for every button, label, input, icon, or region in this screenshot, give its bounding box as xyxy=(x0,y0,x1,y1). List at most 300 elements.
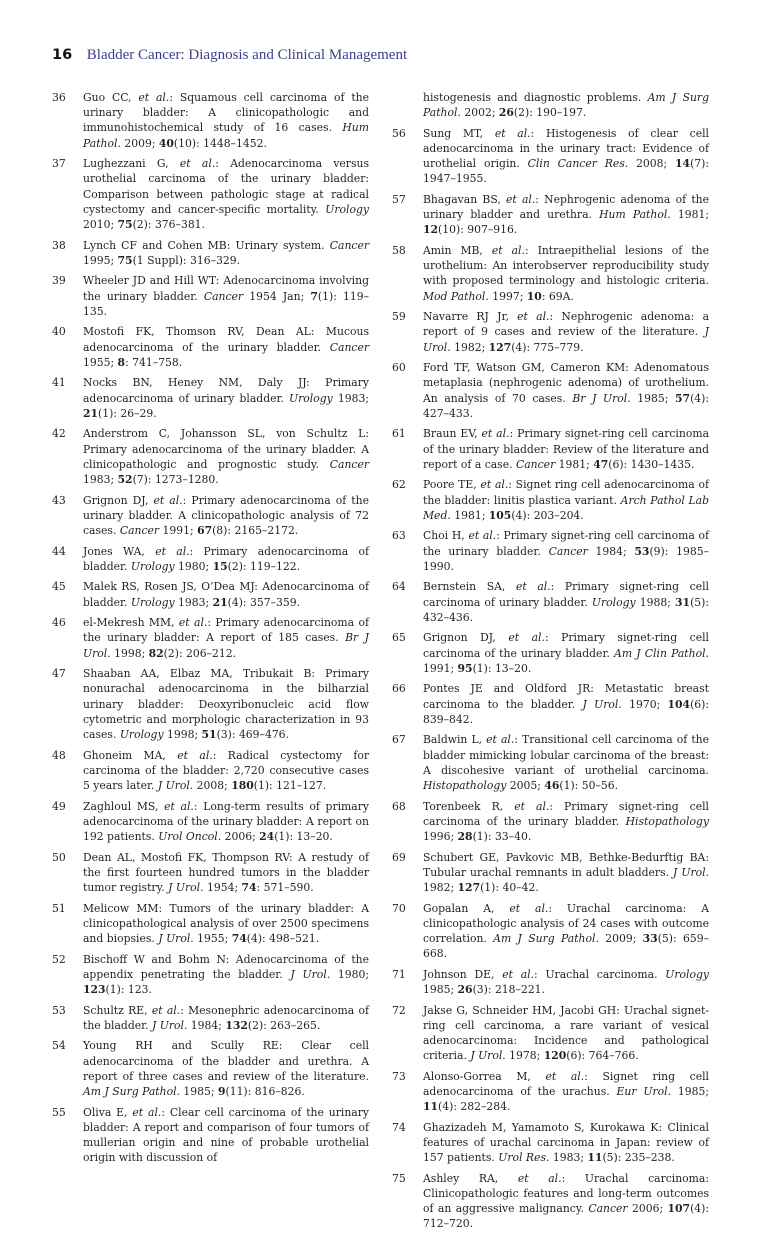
citation-text: (6): 839–842. xyxy=(423,697,710,726)
citation-text: Baldwin L, xyxy=(423,733,487,747)
citation-text: 1998; xyxy=(163,728,202,742)
journal-or-etal: J Urol. xyxy=(582,697,622,711)
citation-text: Johnson DE, xyxy=(423,967,503,981)
reference-number: 72 xyxy=(392,1003,406,1017)
volume-number: 12 xyxy=(423,223,439,237)
reference-item xyxy=(52,156,369,232)
citation-text: Pontes JE and Oldford JR: Metastatic breast carcinoma to the bladder. xyxy=(423,682,709,711)
citation-text: (5): 432–436. xyxy=(423,595,709,624)
citation-text: Melicow MM: Tumors of the urinary bladder: A clinicopathological analysis of over 2500 specimens and biopsies. xyxy=(83,901,369,946)
citation-text: Nocks BN, Heney NM, Daly JJ: Primary adenocarcinoma of urinary bladder. xyxy=(83,376,369,405)
reference-number: 65 xyxy=(392,631,406,645)
reference-item xyxy=(392,1003,709,1064)
journal-or-etal: Hum Pathol. xyxy=(83,121,369,150)
journal-or-etal: et al. xyxy=(508,631,545,645)
reference-number: 52 xyxy=(52,952,66,966)
reference-item xyxy=(52,238,369,268)
reference-number: 54 xyxy=(52,1039,66,1053)
journal-or-etal: Urology xyxy=(325,202,369,216)
citation-text: 1985; xyxy=(630,391,676,405)
citation-text: (6): 764–766. xyxy=(566,1049,639,1063)
citation-text: 1978; xyxy=(505,1049,544,1063)
citation-text: 2002; xyxy=(460,106,499,120)
reference-number: 38 xyxy=(52,238,66,252)
reference-number: 60 xyxy=(392,361,406,375)
citation-text: (9): 1985–1990. xyxy=(423,544,710,573)
citation-text: 2010; xyxy=(83,218,118,232)
citation-text: : Primary signet-ring cell carcinoma of the urinary bladder. xyxy=(423,529,710,558)
citation-text: : Adenocarcinoma versus urothelial carcinoma of the urinary bladder: Comparison between pathologic stage at radical cystectomy and cancer-specific mortality. xyxy=(83,157,370,216)
journal-or-etal: et al. xyxy=(517,1171,562,1185)
reference-number: 61 xyxy=(392,427,406,441)
reference-number: 56 xyxy=(392,126,406,140)
journal-or-etal: et al. xyxy=(480,478,509,492)
reference-number: 58 xyxy=(392,244,406,257)
volume-number: 11 xyxy=(587,1151,603,1165)
journal-or-etal: et al. xyxy=(153,493,183,507)
citation-text: histogenesis and diagnostic problems. xyxy=(423,91,648,104)
reference-item xyxy=(392,850,709,896)
journal-or-etal: Am J Clin Pathol. xyxy=(614,646,709,660)
citation-text: (10): 1448–1452. xyxy=(173,136,267,150)
volume-number: 15 xyxy=(212,559,228,573)
reference-item xyxy=(392,309,709,355)
reference-number: 69 xyxy=(392,850,406,864)
citation-text: (3): 218–221. xyxy=(472,983,545,997)
reference-item xyxy=(392,732,709,793)
reference-number: 36 xyxy=(52,91,66,104)
volume-number: 105 xyxy=(488,508,512,522)
citation-text: Guo CC, xyxy=(83,91,139,104)
journal-or-etal: Cancer xyxy=(548,544,588,558)
reference-item xyxy=(52,666,369,742)
reference-item xyxy=(392,967,709,997)
citation-text: (4): 282–284. xyxy=(438,1100,511,1114)
citation-text: Grignon DJ, xyxy=(423,631,509,645)
reference-item xyxy=(392,192,709,238)
journal-or-etal: Br J Urol. xyxy=(572,391,631,405)
citation-text: (2): 376–381. xyxy=(132,218,205,232)
citation-text: : Nephrogenic adenoma: a report of 9 cases and review of the literature. xyxy=(423,310,710,339)
journal-or-etal: Histopathology xyxy=(625,814,709,828)
citation-text: (2): 190–197. xyxy=(513,106,587,120)
citation-text: Young RH and Scully RE: Clear cell adenocarcinoma of the bladder and urethra. A report of three cases and review of the literature. xyxy=(83,1039,369,1083)
reference-number: 68 xyxy=(392,799,406,813)
citation-text: Grignon DJ, xyxy=(83,493,154,507)
reference-item xyxy=(52,579,369,609)
journal-or-etal: Am J Surg Pathol. xyxy=(493,932,599,946)
reference-item xyxy=(392,528,709,574)
citation-text: (2): 119–122. xyxy=(227,559,301,573)
citation-text: 1988; xyxy=(635,595,676,609)
reference-item xyxy=(392,901,709,962)
journal-or-etal: et al. xyxy=(151,1003,181,1017)
journal-or-etal: et al. xyxy=(155,544,190,558)
reference-item xyxy=(52,90,369,151)
volume-number: 127 xyxy=(457,881,481,895)
journal-or-etal: et al. xyxy=(179,157,216,171)
journal-or-etal: Urol Res. xyxy=(498,1151,550,1165)
citation-text: : Primary adenocarcinoma of the urinary bladder: A report of 185 cases. xyxy=(83,616,370,645)
citation-text: : 741–758. xyxy=(125,355,183,369)
volume-number: 127 xyxy=(488,340,512,354)
reference-number: 40 xyxy=(52,325,66,339)
journal-or-etal: Arch Pathol Lab Med. xyxy=(423,493,710,522)
journal-or-etal: Eur Urol. xyxy=(616,1085,672,1099)
reference-number: 37 xyxy=(52,157,66,171)
reference-number: 74 xyxy=(392,1120,406,1134)
citation-text: (2): 206–212. xyxy=(163,646,237,660)
reference-item xyxy=(392,243,709,304)
reference-number: 44 xyxy=(52,544,66,558)
citation-text: (1): 26–29. xyxy=(98,406,157,420)
reference-item xyxy=(52,901,369,947)
citation-text: (1): 13–20. xyxy=(472,661,532,675)
citation-text: (4): 427–433. xyxy=(423,391,710,420)
reference-item xyxy=(392,1171,709,1232)
journal-or-etal: J Urol. xyxy=(157,779,194,793)
citation-text: Schultz RE, xyxy=(83,1003,152,1017)
citation-text: (1): 123. xyxy=(105,983,152,997)
reference-item xyxy=(52,799,369,845)
citation-text: 1970; xyxy=(621,697,668,711)
citation-text: Anderstrom C, Johansson SL, von Schultz L: Primary adenocarcinoma of the urinary bladder. A clinicopathologic and prognostic study. xyxy=(83,427,369,471)
citation-text: 1984; xyxy=(587,544,635,558)
reference-number: 46 xyxy=(52,616,66,630)
citation-text: Lynch CF and Cohen MB: Urinary system. xyxy=(83,238,330,252)
citation-text: 1997; xyxy=(488,289,527,303)
journal-or-etal: Hum Pathol. xyxy=(599,208,671,222)
reference-number: 39 xyxy=(52,274,66,288)
citation-text: 1983; xyxy=(332,391,369,405)
citation-text: Amin MB, xyxy=(423,244,492,257)
journal-or-etal: Cancer xyxy=(515,457,556,471)
citation-text: Ford TF, Watson GM, Cameron KM: Adenomatous metaplasia (nephrogenic adenoma) of urothelium. An analysis of 70 cases. xyxy=(423,361,709,405)
reference-item xyxy=(392,681,709,727)
citation-text: (1): 50–56. xyxy=(559,779,619,793)
journal-or-etal: et al. xyxy=(138,91,170,104)
citation-text: (4): 498–521. xyxy=(246,932,320,946)
citation-text: (1): 13–20. xyxy=(274,830,333,844)
citation-text: : Urachal carcinoma: Clinicopathologic features and long-term outcomes of an aggressive malignancy. xyxy=(423,1171,709,1216)
citation-text: (2): 263–265. xyxy=(247,1018,321,1032)
reference-number: 41 xyxy=(52,376,66,390)
reference-item xyxy=(392,426,709,472)
reference-number: 63 xyxy=(392,529,406,543)
reference-item xyxy=(52,1003,369,1033)
journal-or-etal: et al. xyxy=(494,126,531,140)
citation-text: : Urachal carcinoma. xyxy=(534,967,666,981)
journal-or-etal: J Urol. xyxy=(673,865,709,879)
journal-or-etal: Am J Surg Pathol. xyxy=(83,1085,180,1099)
volume-number: 74 xyxy=(231,932,247,946)
citation-text: 1991; xyxy=(423,661,458,675)
citation-text: : Primary signet-ring cell carcinoma of the urinary bladder. xyxy=(423,799,710,828)
journal-or-etal: Cancer xyxy=(119,524,160,538)
citation-text: 1954; xyxy=(203,881,242,895)
journal-or-etal: Urology xyxy=(130,559,175,573)
volume-number: 107 xyxy=(667,1202,691,1216)
volume-number: 28 xyxy=(457,830,473,844)
reference-number: 42 xyxy=(52,427,66,441)
citation-text: : Primary signet-ring cell carcinoma of urinary bladder. xyxy=(423,580,710,609)
citation-text: Dean AL, Mostofi FK, Thompson RV: A restudy of the first fourteen hundred tumors in the bladder tumor registry. xyxy=(83,850,369,895)
citation-text: Sung MT, xyxy=(423,126,495,140)
journal-or-etal: et al. xyxy=(178,616,208,630)
citation-text: : 571–590. xyxy=(256,881,314,895)
reference-number: 43 xyxy=(52,493,66,507)
journal-or-etal: Clin Cancer Res. xyxy=(527,157,629,171)
citation-text: : Primary signet-ring cell carcinoma of the urinary bladder: Review of the literature and report of a case. xyxy=(423,427,710,471)
volume-number: 104 xyxy=(667,697,691,711)
reference-item xyxy=(52,273,369,319)
journal-or-etal: Urology xyxy=(665,967,709,981)
volume-number: 95 xyxy=(457,661,473,675)
citation-text: 2009; xyxy=(120,136,159,150)
reference-item xyxy=(392,799,709,845)
citation-text: 1980; xyxy=(330,967,370,981)
citation-text: : Histogenesis of clear cell adenocarcinoma in the urinary tract: Evidence of urothelial origin. xyxy=(423,126,710,171)
journal-or-etal: et al. xyxy=(509,901,549,915)
citation-text: 1954 Jan; xyxy=(243,289,311,303)
journal-or-etal: Cancer xyxy=(329,457,369,471)
citation-text: Ghoneim MA, xyxy=(83,748,178,762)
references-right-column xyxy=(392,90,709,1237)
citation-text: (6): 1430–1435. xyxy=(608,457,695,471)
journal-or-etal: J Urol. xyxy=(158,932,194,946)
volume-number: 31 xyxy=(675,595,691,609)
reference-number: 64 xyxy=(392,580,406,594)
citation-text: Jakse G, Schneider HM, Jacobi GH: Urachal signet-ring cell carcinoma, a rare variant of vesical adenocarcinoma: Incidence and pathological criteria. xyxy=(423,1003,709,1063)
citation-text: : Primary adenocarcinoma of bladder. xyxy=(83,544,370,573)
volume-number: 9 xyxy=(217,1085,226,1099)
reference-item xyxy=(392,579,709,625)
volume-number: 52 xyxy=(117,473,133,487)
journal-or-etal: J Urol. xyxy=(290,967,331,981)
citation-text: 1981; xyxy=(555,457,594,471)
reference-item xyxy=(392,360,709,421)
citation-text: : Primary adenocarcinoma of the urinary bladder. A clinicopathologic analysis of 72 cases. xyxy=(83,493,369,538)
volume-number: 132 xyxy=(225,1018,248,1032)
citation-text: : Primary signet-ring cell carcinoma of the urinary bladder. xyxy=(423,631,710,660)
references-left-column xyxy=(52,90,369,1171)
journal-or-etal: Urol Oncol. xyxy=(158,830,222,844)
citation-text: : Mesonephric adenocarcinoma of the bladder. xyxy=(83,1003,369,1032)
running-head xyxy=(52,47,407,64)
reference-item xyxy=(392,126,709,187)
citation-text: : Radical cystectomy for carcinoma of the bladder: 2,720 consecutive cases 5 years later. xyxy=(83,748,369,793)
citation-text: Lughezzani G, xyxy=(83,157,180,171)
reference-number: 45 xyxy=(52,580,66,594)
journal-or-etal: Cancer xyxy=(329,340,369,354)
reference-55-continuation xyxy=(392,90,709,120)
citation-text: 1984; xyxy=(187,1018,226,1032)
citation-text: 1985; xyxy=(671,1085,709,1099)
reference-number: 73 xyxy=(392,1069,406,1083)
citation-text: (1): 40–42. xyxy=(480,881,539,895)
citation-text: (4): 203–204. xyxy=(511,508,584,522)
citation-text: Ghazizadeh M, Yamamoto S, Kurokawa K: Clinical features of urachal carcinoma in Japan: review of 157 patients. xyxy=(423,1120,709,1165)
journal-or-etal: J Urol. xyxy=(168,881,204,895)
citation-text: (5): 235–238. xyxy=(602,1151,675,1165)
citation-text: (3): 469–476. xyxy=(216,728,289,742)
volume-number: 67 xyxy=(197,524,213,538)
reference-number: 59 xyxy=(392,310,406,324)
journal-or-etal: et al. xyxy=(506,193,536,206)
volume-number: 24 xyxy=(259,830,275,844)
volume-number: 26 xyxy=(457,983,473,997)
journal-or-etal: J Urol. xyxy=(423,325,709,354)
journal-or-etal: et al. xyxy=(515,580,551,594)
reference-item xyxy=(52,375,369,421)
citation-text: Torenbeek R, xyxy=(423,799,515,813)
volume-number: 82 xyxy=(148,646,164,660)
volume-number: 75 xyxy=(117,218,133,232)
citation-text: Shaaban AA, Elbaz MA, Tribukait B: Primary nonurachal adenocarcinoma in the bilharzial urinary bladder: Deoxyribonucleic acid flow cytometric and morphologic characterization in 93 cases. xyxy=(83,667,369,742)
citation-text: (11): 816–826. xyxy=(225,1085,305,1099)
citation-text: (7): 1947–1955. xyxy=(423,157,709,186)
citation-text: (5): 659–668. xyxy=(423,932,709,961)
reference-item xyxy=(52,544,369,574)
citation-text: Poore TE, xyxy=(423,478,481,492)
citation-text: 1991; xyxy=(159,524,198,538)
volume-number: 40 xyxy=(158,136,174,150)
reference-item xyxy=(392,477,709,523)
reference-number: 51 xyxy=(52,901,66,915)
page-number: 16 xyxy=(52,47,73,63)
reference-item xyxy=(52,952,369,998)
reference-item xyxy=(52,748,369,794)
citation-text: 2006; xyxy=(627,1202,668,1216)
journal-or-etal: Urology xyxy=(591,595,636,609)
journal-or-etal: Mod Pathol. xyxy=(423,289,489,303)
reference-item xyxy=(52,426,369,487)
volume-number: 10 xyxy=(526,289,542,303)
citation-text: Braun EV, xyxy=(423,427,482,441)
citation-text: : Urachal carcinoma: A clinicopathologic analysis of 24 cases with outcome correlation. xyxy=(423,901,710,946)
citation-text: Ashley RA, xyxy=(423,1171,518,1185)
journal-or-etal: et al. xyxy=(502,967,535,981)
citation-text: (7): 1273–1280. xyxy=(132,473,219,487)
citation-text: Wheeler JD and Hill WT: Adenocarcinoma involving the urinary bladder. xyxy=(83,274,369,303)
reference-number: 67 xyxy=(392,733,406,747)
citation-text: Navarre RJ Jr, xyxy=(423,310,518,324)
citation-text: Gopalan A, xyxy=(423,901,510,915)
journal-or-etal: et al. xyxy=(514,799,550,813)
journal-or-etal: et al. xyxy=(481,427,510,441)
citation-text: 1983; xyxy=(174,595,213,609)
citation-text: : Signet ring cell adenocarcinoma of the urachus. xyxy=(423,1069,709,1099)
reference-number: 47 xyxy=(52,667,66,681)
journal-or-etal: et al. xyxy=(164,799,194,813)
reference-item xyxy=(392,630,709,676)
citation-text: Choi H, xyxy=(423,529,469,543)
reference-item xyxy=(392,1120,709,1166)
volume-number: 8 xyxy=(117,355,126,369)
citation-text: 2008; xyxy=(628,157,676,171)
citation-text: Bernstein SA, xyxy=(423,580,516,594)
journal-or-etal: Am J Surg Pathol. xyxy=(423,91,709,120)
volume-number: 21 xyxy=(212,595,228,609)
citation-text: 1998; xyxy=(110,646,149,660)
reference-number: 75 xyxy=(392,1171,406,1185)
journal-or-etal: et al. xyxy=(491,244,525,257)
volume-number: 123 xyxy=(83,983,106,997)
citation-text: (1): 33–40. xyxy=(472,830,532,844)
reference-item xyxy=(392,1069,709,1115)
citation-text: : Squamous cell carcinoma of the urinary bladder: A clinicopathologic and immunohistochemical study of 16 cases. xyxy=(83,91,370,135)
citation-text: (4): 712–720. xyxy=(423,1202,709,1231)
reference-item xyxy=(52,850,369,896)
citation-text: 1983; xyxy=(83,473,118,487)
reference-item xyxy=(52,1105,369,1166)
reference-number: 71 xyxy=(392,967,406,981)
citation-text: : 69A. xyxy=(541,289,574,303)
volume-number: 47 xyxy=(593,457,609,471)
citation-text: 2008; xyxy=(193,779,232,793)
citation-text: 1985; xyxy=(179,1085,218,1099)
citation-text: 1985; xyxy=(423,983,458,997)
citation-text: 1980; xyxy=(174,559,213,573)
citation-text: (8): 2165–2172. xyxy=(212,524,299,538)
citation-text: 1955; xyxy=(83,355,118,369)
volume-number: 51 xyxy=(201,728,217,742)
citation-text: Oliva E, xyxy=(83,1105,133,1119)
reference-number: 49 xyxy=(52,799,66,813)
journal-or-etal: Br J Urol. xyxy=(83,631,370,660)
reference-number: 55 xyxy=(52,1105,66,1119)
reference-item xyxy=(52,324,369,370)
volume-number: 180 xyxy=(231,779,254,793)
citation-text: Malek RS, Rosen JS, O’Dea MJ: Adenocarcinoma of bladder. xyxy=(83,580,369,609)
reference-number: 62 xyxy=(392,478,406,492)
citation-text: Mostofi FK, Thomson RV, Dean AL: Mucous adenocarcinoma of the urinary bladder. xyxy=(83,325,369,354)
citation-text: el-Mekresh MM, xyxy=(83,616,179,630)
volume-number: 33 xyxy=(642,932,658,946)
citation-text: (1): 121–127. xyxy=(253,779,327,793)
citation-text: Bhagavan BS, xyxy=(423,193,506,206)
volume-number: 74 xyxy=(241,881,257,895)
journal-or-etal: et al. xyxy=(517,310,550,324)
reference-item xyxy=(52,615,369,661)
journal-or-etal: J Urol. xyxy=(151,1018,188,1032)
journal-or-etal: Urology xyxy=(130,595,175,609)
volume-number: 57 xyxy=(675,391,691,405)
volume-number: 7 xyxy=(310,289,318,303)
reference-number: 53 xyxy=(52,1003,66,1017)
reference-item xyxy=(52,493,369,539)
journal-or-etal: Cancer xyxy=(329,238,369,252)
reference-number: 57 xyxy=(392,193,406,206)
reference-item xyxy=(52,1038,369,1099)
citation-text: 1996; xyxy=(423,830,458,844)
citation-text: (1): 119–135. xyxy=(83,289,370,318)
volume-number: 53 xyxy=(634,544,650,558)
citation-text: Bischoff W and Bohm N: Adenocarcinoma of the appendix penetrating the bladder. xyxy=(83,952,369,981)
reference-number: 50 xyxy=(52,850,66,864)
volume-number: 14 xyxy=(675,157,691,171)
citation-text: 1981; xyxy=(670,208,710,222)
citation-text: (1 Suppl): 316–329. xyxy=(132,253,241,267)
citation-text: 1981; xyxy=(450,508,489,522)
citation-text: 2005; xyxy=(506,779,545,793)
citation-text: 1982; xyxy=(450,340,489,354)
volume-number: 120 xyxy=(543,1049,567,1063)
volume-number: 75 xyxy=(117,253,133,267)
volume-number: 11 xyxy=(423,1100,439,1114)
citation-text: 1955; xyxy=(193,932,232,946)
journal-or-etal: et al. xyxy=(177,748,213,762)
